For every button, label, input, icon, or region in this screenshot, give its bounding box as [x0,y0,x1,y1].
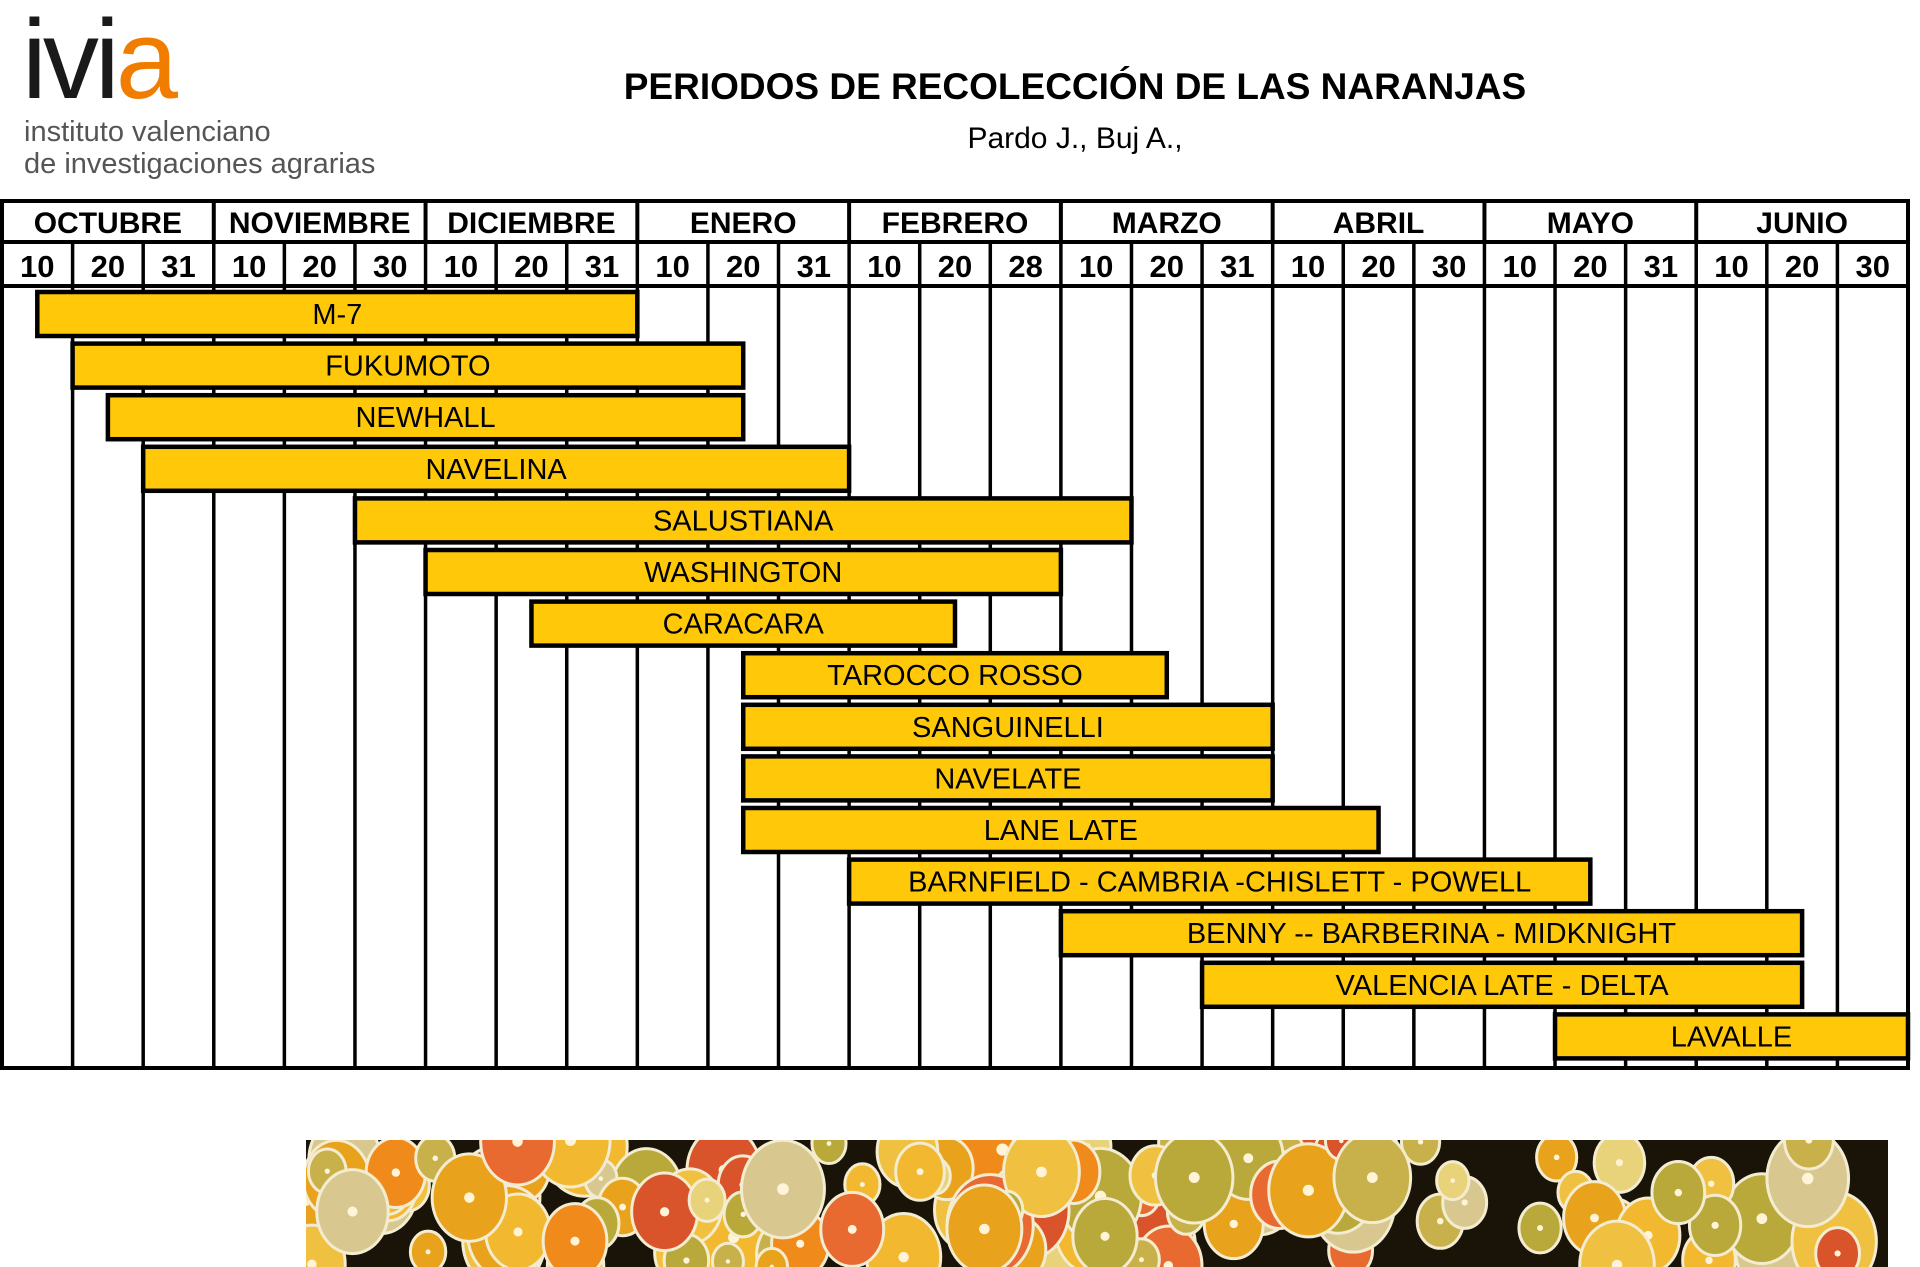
day-tick-label: 10 [1714,249,1749,284]
day-tick-label: 31 [1220,249,1255,284]
month-label: ABRIL [1332,207,1425,240]
month-label: ENERO [689,207,797,240]
day-tick-label: 31 [1643,249,1679,284]
day-tick-label: 31 [796,249,832,284]
chart-title: PERIODOS DE RECOLECCIÓN DE LAS NARANJAS [623,66,1527,107]
variety-label: BARNFIELD - CAMBRIA -CHISLETT - POWELL [908,866,1532,899]
variety-label: SANGUINELLI [912,711,1104,744]
day-tick-label: 30 [1431,249,1467,284]
day-tick-label: 20 [302,249,337,284]
variety-label: WASHINGTON [644,557,843,589]
month-label: JUNIO [1756,207,1848,240]
logo-wordmark: ivia [22,0,175,122]
citrus-photo [306,1140,1888,1267]
day-tick-label: 10 [443,249,479,284]
logo-line-2: de investigaciones agrarias [24,148,376,180]
day-tick-label: 20 [725,249,761,284]
day-tick-label: 20 [1361,249,1396,284]
variety-label: CARACARA [662,608,824,641]
day-tick-label: 30 [1855,249,1890,284]
month-label: FEBRERO [881,207,1029,240]
day-tick-label: 28 [1008,249,1043,284]
day-tick-label: 10 [655,249,690,284]
logo-line-1: instituto valenciano [24,116,271,148]
variety-label: LAVALLE [1670,1021,1793,1054]
month-label: MAYO [1546,207,1634,240]
variety-label: LANE LATE [983,815,1138,847]
variety-label: SALUSTIANA [652,505,834,538]
day-tick-label: 30 [373,249,408,284]
day-tick-label: 10 [231,249,267,284]
day-tick-label: 10 [20,249,55,284]
day-tick-label: 10 [1290,249,1326,284]
month-label: DICIEMBRE [447,207,616,240]
variety-label: NAVELATE [934,763,1082,796]
day-tick-label: 20 [937,249,973,284]
day-tick-label: 20 [1784,249,1820,284]
day-tick-label: 10 [867,249,902,284]
day-tick-label: 10 [1078,249,1114,284]
variety-label: NEWHALL [355,402,496,435]
month-label: OCTUBRE [33,207,183,240]
day-tick-label: 20 [1573,249,1608,284]
variety-label: VALENCIA LATE - DELTA [1335,969,1669,1002]
variety-label: NAVELINA [425,453,567,486]
day-tick-label: 10 [1502,249,1537,284]
day-tick-label: 20 [1149,249,1185,284]
variety-label: BENNY -- BARBERINA - MIDKNIGHT [1186,918,1677,951]
variety-label: M-7 [312,299,363,331]
day-tick-label: 31 [584,249,620,284]
day-tick-label: 20 [514,249,549,284]
day-tick-label: 31 [161,249,196,284]
day-tick-label: 20 [90,249,126,284]
variety-label: TAROCCO ROSSO [827,660,1083,693]
month-label: NOVIEMBRE [228,207,411,240]
month-label: MARZO [1111,207,1222,240]
variety-label: FUKUMOTO [325,350,491,383]
chart-subtitle: Pardo J., Buj A., [967,122,1183,155]
